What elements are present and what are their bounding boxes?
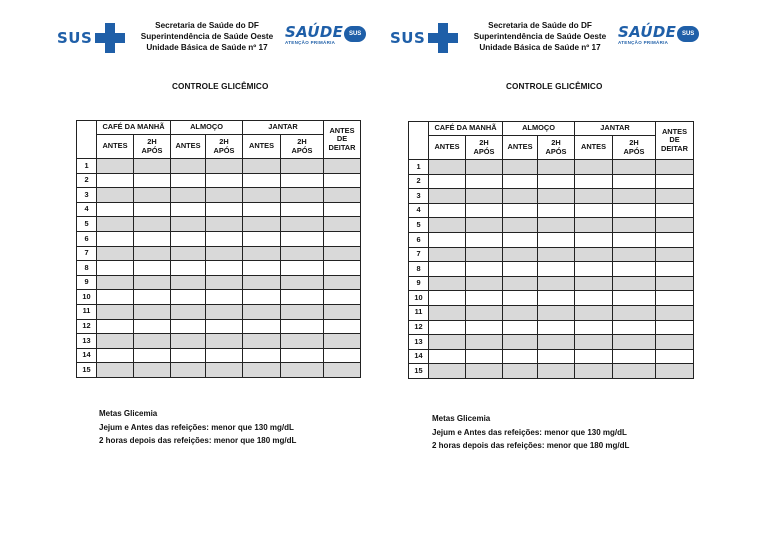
institution-line3: Unidade Básica de Saúde nº 17 xyxy=(146,43,268,52)
table-row xyxy=(409,364,694,379)
row-number: 12 xyxy=(409,320,429,335)
table-row xyxy=(409,291,694,306)
entry-cell[interactable] xyxy=(429,232,466,247)
sus-text: SUS xyxy=(390,29,426,47)
header-after: 2H APÓS xyxy=(281,135,324,159)
header-group: CAFÉ DA MANHÃ xyxy=(97,121,171,135)
entry-cell[interactable] xyxy=(466,232,503,247)
entry-cell[interactable] xyxy=(613,262,656,277)
entry-cell[interactable] xyxy=(656,189,694,204)
header-before: ANTES xyxy=(429,136,466,160)
entry-cell[interactable] xyxy=(466,276,503,291)
row-number: 2 xyxy=(77,173,97,188)
entry-cell[interactable] xyxy=(429,247,466,262)
header-group: ALMOÇO xyxy=(171,121,243,135)
entry-cell[interactable] xyxy=(538,174,575,189)
sus-text: SUS xyxy=(57,29,93,47)
page-title: CONTROLE GLICÊMICO xyxy=(506,82,603,91)
entry-cell[interactable] xyxy=(503,291,538,306)
entry-cell[interactable] xyxy=(613,349,656,364)
table-row xyxy=(409,262,694,277)
entry-cell[interactable] xyxy=(538,189,575,204)
institution-line1: Secretaria de Saúde do DF xyxy=(155,21,259,30)
row-number: 5 xyxy=(77,217,97,232)
header-after: 2H APÓS xyxy=(466,136,503,160)
header-group: JANTAR xyxy=(575,122,656,136)
goals-heading: Metas Glicemia xyxy=(99,409,158,418)
entry-cell[interactable] xyxy=(429,160,466,175)
entry-cell[interactable] xyxy=(575,335,613,350)
row-number: 15 xyxy=(77,363,97,378)
entry-cell[interactable] xyxy=(429,276,466,291)
entry-cell[interactable] xyxy=(503,203,538,218)
entry-cell[interactable] xyxy=(538,291,575,306)
table-row xyxy=(409,335,694,350)
header-before: ANTES xyxy=(575,136,613,160)
entry-cell[interactable] xyxy=(503,364,538,379)
entry-cell[interactable] xyxy=(613,320,656,335)
entry-cell[interactable] xyxy=(466,203,503,218)
entry-cell[interactable] xyxy=(466,262,503,277)
sus-badge-icon: SUS xyxy=(677,26,699,42)
entry-cell[interactable] xyxy=(613,160,656,175)
entry-cell[interactable] xyxy=(613,305,656,320)
entry-cell[interactable] xyxy=(503,349,538,364)
entry-cell[interactable] xyxy=(538,160,575,175)
entry-cell[interactable] xyxy=(503,189,538,204)
row-number: 13 xyxy=(409,335,429,350)
entry-cell[interactable] xyxy=(575,203,613,218)
row-number: 3 xyxy=(77,188,97,203)
row-number: 5 xyxy=(409,218,429,233)
entry-cell[interactable] xyxy=(656,305,694,320)
entry-cell[interactable] xyxy=(429,203,466,218)
row-number: 13 xyxy=(77,334,97,349)
header-before: ANTES xyxy=(503,136,538,160)
entry-cell[interactable] xyxy=(429,335,466,350)
saude-word: SAÚDE xyxy=(618,23,677,41)
table-row xyxy=(409,174,694,189)
table-row xyxy=(409,232,694,247)
table-row xyxy=(409,189,694,204)
entry-cell[interactable] xyxy=(656,247,694,262)
row-number: 10 xyxy=(77,290,97,305)
entry-cell[interactable] xyxy=(575,262,613,277)
row-number: 9 xyxy=(409,276,429,291)
entry-cell[interactable] xyxy=(613,364,656,379)
entry-cell[interactable] xyxy=(538,203,575,218)
entry-cell[interactable] xyxy=(466,174,503,189)
entry-cell[interactable] xyxy=(466,364,503,379)
goals-line2: 2 horas depois das refeições: menor que 180 mg/dL xyxy=(432,441,630,450)
saude-logo xyxy=(618,23,699,45)
entry-cell[interactable] xyxy=(575,189,613,204)
entry-cell[interactable] xyxy=(613,218,656,233)
entry-cell[interactable] xyxy=(656,335,694,350)
table-row xyxy=(409,160,694,175)
entry-cell[interactable] xyxy=(575,160,613,175)
entry-cell[interactable] xyxy=(429,174,466,189)
entry-cell[interactable] xyxy=(503,276,538,291)
header-row-sub xyxy=(409,136,694,160)
saude-subtitle: ATENÇÃO PRIMÁRIA xyxy=(285,40,336,45)
row-number: 6 xyxy=(77,231,97,246)
table-row xyxy=(409,320,694,335)
header-group: CAFÉ DA MANHÃ xyxy=(429,122,503,136)
header-row-groups xyxy=(409,122,694,136)
sus-badge-icon: SUS xyxy=(344,26,366,42)
saude-subtitle: ATENÇÃO PRIMÁRIA xyxy=(618,40,669,45)
entry-cell[interactable] xyxy=(466,320,503,335)
entry-cell[interactable] xyxy=(538,305,575,320)
institution-line2: Superintendência de Saúde Oeste xyxy=(473,32,607,41)
entry-cell[interactable] xyxy=(429,218,466,233)
entry-cell[interactable] xyxy=(466,305,503,320)
row-number: 14 xyxy=(409,349,429,364)
entry-cell[interactable] xyxy=(656,232,694,247)
entry-cell[interactable] xyxy=(656,160,694,175)
entry-cell[interactable] xyxy=(656,174,694,189)
entry-cell[interactable] xyxy=(656,291,694,306)
entry-cell[interactable] xyxy=(656,276,694,291)
entry-cell[interactable] xyxy=(466,335,503,350)
entry-cell[interactable] xyxy=(503,218,538,233)
sus-cross-icon xyxy=(428,23,458,53)
row-number: 4 xyxy=(409,203,429,218)
row-number: 4 xyxy=(77,202,97,217)
header-group: JANTAR xyxy=(243,121,324,135)
glucose-table xyxy=(408,121,694,379)
entry-cell[interactable] xyxy=(613,203,656,218)
table-row xyxy=(409,276,694,291)
entry-cell[interactable] xyxy=(538,364,575,379)
row-number: 11 xyxy=(77,304,97,319)
entry-cell[interactable] xyxy=(538,247,575,262)
entry-cell[interactable] xyxy=(466,247,503,262)
header-before-bed: ANTES DE DEITAR xyxy=(656,122,694,160)
entry-cell[interactable] xyxy=(503,247,538,262)
row-number: 12 xyxy=(77,319,97,334)
table-row xyxy=(409,203,694,218)
entry-cell[interactable] xyxy=(613,232,656,247)
institution-line1: Secretaria de Saúde do DF xyxy=(488,21,592,30)
entry-cell[interactable] xyxy=(503,305,538,320)
row-number: 1 xyxy=(409,160,429,175)
row-number: 2 xyxy=(409,174,429,189)
row-number: 7 xyxy=(77,246,97,261)
row-number: 6 xyxy=(409,232,429,247)
entry-cell[interactable] xyxy=(466,160,503,175)
entry-cell[interactable] xyxy=(429,364,466,379)
goals-line1: Jejum e Antes das refeições: menor que 130 mg/dL xyxy=(99,422,294,432)
entry-cell[interactable] xyxy=(429,291,466,306)
row-number: 3 xyxy=(409,189,429,204)
entry-cell[interactable] xyxy=(466,218,503,233)
entry-cell[interactable] xyxy=(466,189,503,204)
entry-cell[interactable] xyxy=(656,203,694,218)
entry-cell[interactable] xyxy=(503,320,538,335)
institution-line3: Unidade Básica de Saúde nº 17 xyxy=(479,43,601,52)
entry-cell[interactable] xyxy=(656,364,694,379)
entry-cell[interactable] xyxy=(613,247,656,262)
entry-cell[interactable] xyxy=(503,160,538,175)
entry-cell[interactable] xyxy=(429,189,466,204)
entry-cell[interactable] xyxy=(538,320,575,335)
row-number: 11 xyxy=(409,305,429,320)
table-row xyxy=(409,305,694,320)
entry-cell[interactable] xyxy=(613,276,656,291)
entry-cell[interactable] xyxy=(575,218,613,233)
header-corner xyxy=(409,122,429,160)
page-title: CONTROLE GLICÊMICO xyxy=(172,82,269,91)
entry-cell[interactable] xyxy=(538,262,575,277)
goals-line2: 2 horas depois das refeições: menor que 180 mg/dL xyxy=(99,436,297,445)
entry-cell[interactable] xyxy=(429,320,466,335)
header-group: ALMOÇO xyxy=(503,122,575,136)
saude-word: SAÚDE xyxy=(285,23,344,41)
entry-cell[interactable] xyxy=(575,305,613,320)
entry-cell[interactable] xyxy=(503,335,538,350)
entry-cell[interactable] xyxy=(575,247,613,262)
header-after: 2H APÓS xyxy=(134,135,171,159)
entry-cell[interactable] xyxy=(575,276,613,291)
table-row xyxy=(409,349,694,364)
header-before-bed: ANTES DE DEITAR xyxy=(324,121,361,159)
row-number: 10 xyxy=(409,291,429,306)
row-number: 7 xyxy=(409,247,429,262)
entry-cell[interactable] xyxy=(538,349,575,364)
entry-cell[interactable] xyxy=(503,262,538,277)
entry-cell[interactable] xyxy=(656,320,694,335)
entry-cell[interactable] xyxy=(429,262,466,277)
header-before: ANTES xyxy=(171,135,206,159)
entry-cell[interactable] xyxy=(538,335,575,350)
institution-block xyxy=(465,20,615,53)
header-after: 2H APÓS xyxy=(538,136,575,160)
entry-cell[interactable] xyxy=(466,349,503,364)
entry-cell[interactable] xyxy=(613,174,656,189)
header-before: ANTES xyxy=(97,135,134,159)
sus-logo xyxy=(390,23,458,53)
header-after: 2H APÓS xyxy=(613,136,656,160)
row-number: 1 xyxy=(77,159,97,174)
entry-cell[interactable] xyxy=(575,291,613,306)
institution-line2: Superintendência de Saúde Oeste xyxy=(140,32,274,41)
table-row xyxy=(409,247,694,262)
row-number: 8 xyxy=(77,261,97,276)
row-number: 15 xyxy=(409,364,429,379)
entry-cell[interactable] xyxy=(656,262,694,277)
entry-cell[interactable] xyxy=(613,189,656,204)
goals-line1: Jejum e Antes das refeições: menor que 130 mg/dL xyxy=(432,427,627,437)
entry-cell[interactable] xyxy=(656,218,694,233)
entry-cell[interactable] xyxy=(503,232,538,247)
entry-cell[interactable] xyxy=(656,349,694,364)
row-number: 14 xyxy=(77,348,97,363)
entry-cell[interactable] xyxy=(538,232,575,247)
entry-cell[interactable] xyxy=(429,305,466,320)
entry-cell[interactable] xyxy=(575,232,613,247)
header-after: 2H APÓS xyxy=(206,135,243,159)
entry-cell[interactable] xyxy=(575,174,613,189)
entry-cell[interactable] xyxy=(575,320,613,335)
entry-cell[interactable] xyxy=(613,291,656,306)
header-before: ANTES xyxy=(243,135,281,159)
entry-cell[interactable] xyxy=(538,218,575,233)
entry-cell[interactable] xyxy=(575,364,613,379)
table-row xyxy=(409,218,694,233)
entry-cell[interactable] xyxy=(613,335,656,350)
goals-block xyxy=(432,412,629,453)
entry-cell[interactable] xyxy=(538,276,575,291)
entry-cell[interactable] xyxy=(429,349,466,364)
row-number: 9 xyxy=(77,275,97,290)
entry-cell[interactable] xyxy=(575,349,613,364)
goals-heading: Metas Glicemia xyxy=(432,414,491,423)
row-number: 8 xyxy=(409,262,429,277)
entry-cell[interactable] xyxy=(466,291,503,306)
entry-cell[interactable] xyxy=(503,174,538,189)
